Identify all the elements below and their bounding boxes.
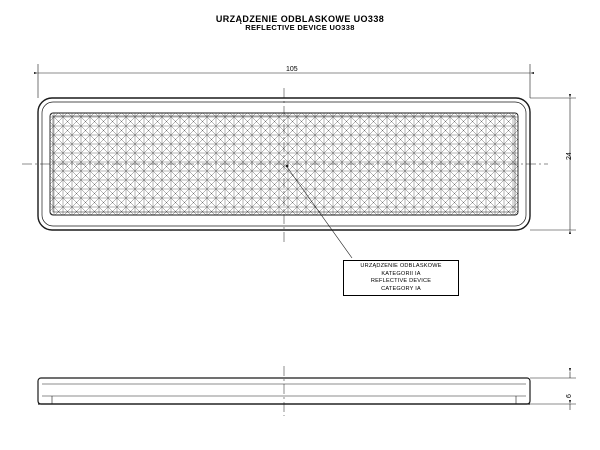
height-dimension	[530, 98, 576, 230]
drawing-title-english: REFLECTIVE DEVICE UO338	[245, 23, 355, 33]
callout-annotation-box	[343, 260, 459, 296]
callout-line-4: CATEGORY IA	[381, 285, 421, 292]
callout-line-1: URZĄDZENIE ODBLASKOWE	[360, 263, 442, 269]
width-dimension-label: 105	[286, 66, 298, 73]
thickness-dimension-label: 6	[566, 394, 573, 398]
drawing-title-polish: URZĄDZENIE ODBLASKOWE UO338	[215, 14, 385, 24]
callout-leader-dot	[286, 165, 289, 168]
height-dimension-label: 24	[566, 152, 573, 160]
title-block	[0, 14, 600, 33]
callout-line-2: KATEGORII IA	[381, 270, 421, 277]
thickness-dimension	[530, 372, 576, 410]
callout-line-3: REFLECTIVE DEVICE	[370, 278, 432, 285]
